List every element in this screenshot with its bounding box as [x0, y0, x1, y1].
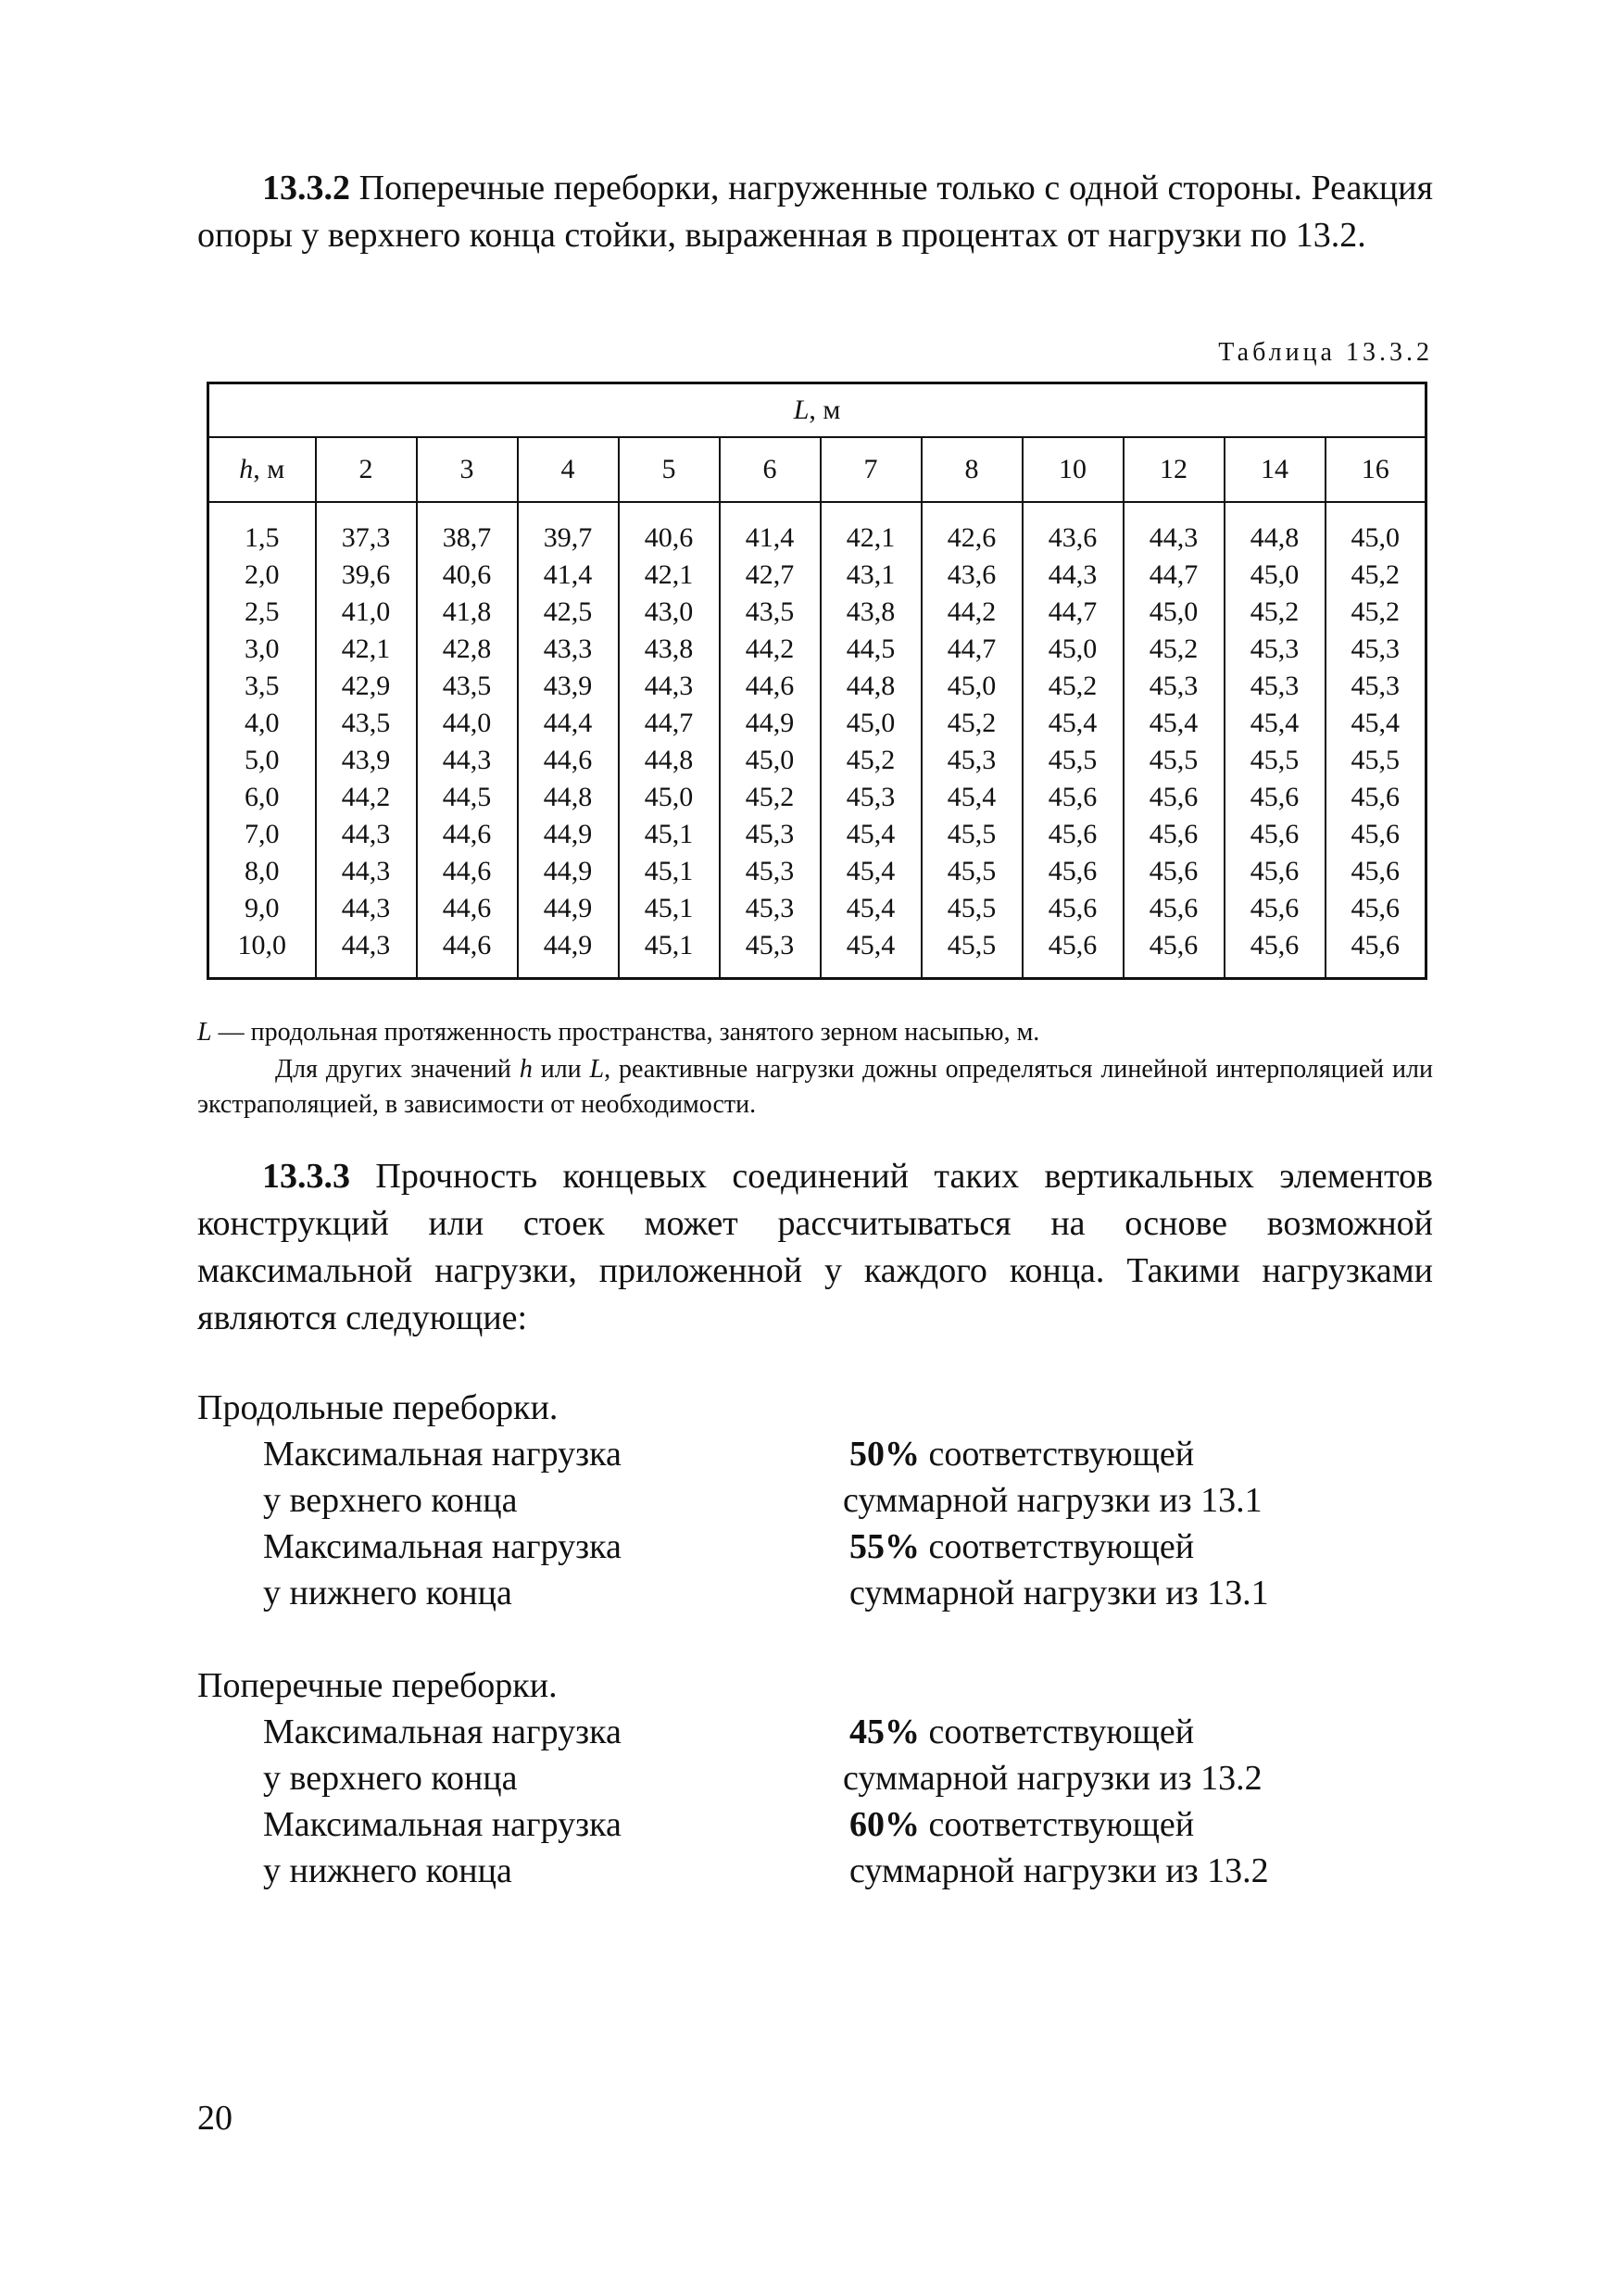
table-cell: 45,6 [1225, 853, 1326, 890]
table-cell: 45,2 [1326, 594, 1426, 631]
table-cell: 44,9 [720, 705, 821, 742]
table-row-label: 6,0 [208, 779, 316, 816]
table-cell: 44,7 [922, 631, 1023, 668]
table-cell: 44,6 [518, 742, 619, 779]
table-cell: 44,8 [1225, 502, 1326, 557]
table-cell: 43,5 [720, 594, 821, 631]
table-row-label: 2,5 [208, 594, 316, 631]
longitudinal-upper-label-2: у верхнего конца [263, 1481, 518, 1520]
table-cell: 41,4 [518, 557, 619, 594]
table-cell: 44,2 [922, 594, 1023, 631]
table-cell: 41,0 [316, 594, 417, 631]
table-cell: 45,0 [1124, 594, 1225, 631]
table-column-header-row [208, 437, 1426, 502]
table-cell: 45,3 [821, 779, 922, 816]
table-cell: 43,0 [619, 594, 720, 631]
table-cell: 45,4 [821, 816, 922, 853]
table-cell: 45,4 [1326, 705, 1426, 742]
table-cell: 45,3 [720, 853, 821, 890]
table-cell: 38,7 [417, 502, 518, 557]
table-cell: 44,9 [518, 816, 619, 853]
table-cell: 45,6 [1225, 779, 1326, 816]
table-row [208, 816, 1426, 853]
table-row [208, 705, 1426, 742]
table-cell: 45,6 [1326, 890, 1426, 927]
table-cell: 44,3 [619, 668, 720, 705]
table-column-header: 16 [1326, 437, 1426, 502]
table-column-header: 3 [417, 437, 518, 502]
table-cell: 39,6 [316, 557, 417, 594]
transverse-upper-value: 45% соответствующей [849, 1713, 1195, 1751]
table-cell: 45,6 [1124, 853, 1225, 890]
table-row-header: h, м [208, 437, 316, 502]
transverse-lower-value: 60% соответствующей [849, 1805, 1195, 1844]
table-cell: 45,3 [1326, 668, 1426, 705]
table-cell: 44,3 [1124, 502, 1225, 557]
table-cell: 45,2 [1023, 668, 1124, 705]
table-cell: 44,8 [821, 668, 922, 705]
table-cell: 45,2 [1225, 594, 1326, 631]
table-cell: 44,6 [417, 927, 518, 979]
section-13-3-3-text: Прочность концевых соединений таких вертикальных элементов конструкций или стоек может рассчитываться на основе возможной максимальной нагрузки, приложенной у каждого конца. Такими нагрузками являются следующие: [197, 1157, 1433, 1337]
table-cell: 39,7 [518, 502, 619, 557]
table-row [208, 594, 1426, 631]
table-cell: 44,4 [518, 705, 619, 742]
table-cell: 45,2 [821, 742, 922, 779]
table-cell: 44,6 [720, 668, 821, 705]
table-group-header-row [208, 383, 1426, 438]
table-cell: 45,2 [922, 705, 1023, 742]
table-cell: 45,5 [922, 853, 1023, 890]
table-cell: 45,4 [821, 853, 922, 890]
table-cell: 45,3 [720, 927, 821, 979]
table-cell: 45,4 [821, 927, 922, 979]
longitudinal-upper-label-1: Максимальная нагрузка [263, 1435, 622, 1474]
section-13-3-2-number: 13.3.2 [262, 169, 350, 207]
table-cell: 45,6 [1023, 816, 1124, 853]
table-cell: 45,1 [619, 853, 720, 890]
table-row-label: 1,5 [208, 502, 316, 557]
table-row [208, 853, 1426, 890]
table-cell: 43,8 [619, 631, 720, 668]
table-cell: 45,5 [1124, 742, 1225, 779]
data-table [207, 382, 1427, 980]
table-cell: 45,0 [720, 742, 821, 779]
table-cell: 45,0 [1023, 631, 1124, 668]
table-cell: 45,6 [1023, 890, 1124, 927]
table-cell: 45,6 [1326, 779, 1426, 816]
table-row [208, 668, 1426, 705]
table-cell: 44,6 [417, 816, 518, 853]
table-cell: 44,3 [1023, 557, 1124, 594]
table-cell: 44,3 [316, 816, 417, 853]
table-note-interpolation: Для других значений h или L, реактивные нагрузки дожны определяться линейной интерполяцией или экстраполяцией, в зависимости от необходимости. [197, 1055, 1433, 1119]
table-cell: 45,6 [1124, 927, 1225, 979]
table-cell: 40,6 [417, 557, 518, 594]
table-caption: Таблица 13.3.2 [1218, 338, 1433, 367]
table-column-header: 5 [619, 437, 720, 502]
table-cell: 45,6 [1023, 779, 1124, 816]
table-cell: 44,9 [518, 927, 619, 979]
section-13-3-2-paragraph [197, 165, 1433, 259]
table-cell: 45,0 [1326, 502, 1426, 557]
table-cell: 42,5 [518, 594, 619, 631]
table-column-header: 4 [518, 437, 619, 502]
longitudinal-lower-source: суммарной нагрузки из 13.1 [849, 1574, 1269, 1612]
transverse-upper-label-2: у верхнего конца [263, 1759, 518, 1798]
table-cell: 44,2 [720, 631, 821, 668]
table-cell: 44,0 [417, 705, 518, 742]
table-cell: 43,6 [922, 557, 1023, 594]
table-cell: 45,3 [1124, 668, 1225, 705]
table-cell: 45,6 [1124, 890, 1225, 927]
table-cell: 45,6 [1023, 853, 1124, 890]
table-cell: 44,3 [316, 927, 417, 979]
transverse-lower-label-2: у нижнего конца [263, 1851, 512, 1890]
longitudinal-lower-label-2: у нижнего конца [263, 1574, 512, 1612]
table-cell: 43,9 [316, 742, 417, 779]
table-cell: 42,1 [619, 557, 720, 594]
table-row [208, 557, 1426, 594]
table-cell: 45,6 [1225, 927, 1326, 979]
section-13-3-3-paragraph [197, 1153, 1433, 1342]
table-cell: 45,2 [1326, 557, 1426, 594]
table-cell: 44,2 [316, 779, 417, 816]
table-cell: 45,2 [1124, 631, 1225, 668]
table-cell: 44,7 [1124, 557, 1225, 594]
table-cell: 44,9 [518, 853, 619, 890]
table-cell: 43,5 [417, 668, 518, 705]
table-cell: 43,9 [518, 668, 619, 705]
table-column-header: 10 [1023, 437, 1124, 502]
table-cell: 44,5 [821, 631, 922, 668]
table-cell: 45,6 [1023, 927, 1124, 979]
table-cell: 44,3 [316, 853, 417, 890]
table-cell: 43,8 [821, 594, 922, 631]
table-cell: 45,6 [1326, 853, 1426, 890]
table-cell: 45,0 [619, 779, 720, 816]
table-cell: 45,4 [1023, 705, 1124, 742]
longitudinal-upper-value: 50% соответствующей [849, 1435, 1195, 1474]
table-group-header: L, м [208, 383, 1426, 438]
table-cell: 44,9 [518, 890, 619, 927]
table-body [208, 502, 1426, 979]
table-cell: 45,0 [1225, 557, 1326, 594]
table-cell: 42,7 [720, 557, 821, 594]
table-cell: 45,4 [1124, 705, 1225, 742]
table-cell: 45,6 [1326, 816, 1426, 853]
table-cell: 44,6 [417, 853, 518, 890]
table-row [208, 631, 1426, 668]
longitudinal-lower-value: 55% соответствующей [849, 1527, 1195, 1566]
table-cell: 45,4 [922, 779, 1023, 816]
table-cell: 45,5 [1225, 742, 1326, 779]
table-cell: 44,8 [518, 779, 619, 816]
table-row [208, 890, 1426, 927]
table-cell: 41,8 [417, 594, 518, 631]
table-cell: 45,4 [821, 890, 922, 927]
table-row [208, 502, 1426, 557]
table-cell: 45,6 [1124, 816, 1225, 853]
table-cell: 45,3 [1326, 631, 1426, 668]
table-cell: 44,7 [619, 705, 720, 742]
table-cell: 41,4 [720, 502, 821, 557]
table-cell: 45,3 [720, 816, 821, 853]
table-cell: 44,8 [619, 742, 720, 779]
table-cell: 43,3 [518, 631, 619, 668]
table-row-label: 8,0 [208, 853, 316, 890]
table-cell: 44,3 [417, 742, 518, 779]
section-13-3-3-number: 13.3.3 [262, 1157, 350, 1196]
table-cell: 45,5 [1326, 742, 1426, 779]
transverse-upper-label-1: Максимальная нагрузка [263, 1713, 622, 1751]
table-column-header: 12 [1124, 437, 1225, 502]
table-row-label: 3,5 [208, 668, 316, 705]
table-row-label: 7,0 [208, 816, 316, 853]
table-row-label: 10,0 [208, 927, 316, 979]
table-row-label: 5,0 [208, 742, 316, 779]
table-column-header: 14 [1225, 437, 1326, 502]
table-row [208, 742, 1426, 779]
table-cell: 44,7 [1023, 594, 1124, 631]
table-cell: 45,0 [922, 668, 1023, 705]
longitudinal-upper-source: суммарной нагрузки из 13.1 [843, 1481, 1263, 1520]
table-cell: 45,4 [1225, 705, 1326, 742]
table-cell: 45,1 [619, 816, 720, 853]
table-cell: 37,3 [316, 502, 417, 557]
page-number: 20 [197, 2099, 232, 2138]
table-cell: 42,1 [821, 502, 922, 557]
table-cell: 42,6 [922, 502, 1023, 557]
table-row-label: 4,0 [208, 705, 316, 742]
table-cell: 42,1 [316, 631, 417, 668]
longitudinal-bulkheads-title: Продольные переборки. [197, 1388, 559, 1427]
transverse-lower-source: суммарной нагрузки из 13.2 [849, 1851, 1269, 1890]
table-cell: 45,3 [1225, 668, 1326, 705]
table-cell: 43,5 [316, 705, 417, 742]
table-row [208, 927, 1426, 979]
table-cell: 45,6 [1225, 816, 1326, 853]
table-column-header: 2 [316, 437, 417, 502]
table-column-header: 6 [720, 437, 821, 502]
table-cell: 45,6 [1124, 779, 1225, 816]
table-row-label: 3,0 [208, 631, 316, 668]
table-cell: 44,3 [316, 890, 417, 927]
table-cell: 45,0 [821, 705, 922, 742]
longitudinal-lower-label-1: Максимальная нагрузка [263, 1527, 622, 1566]
section-13-3-2-text: Поперечные переборки, нагруженные только с одной стороны. Реакция опоры у верхнего конца стойки, выраженная в процентах от нагрузки по 13.2. [197, 169, 1433, 255]
table-cell: 42,9 [316, 668, 417, 705]
table-row-label: 9,0 [208, 890, 316, 927]
table-cell: 42,8 [417, 631, 518, 668]
table-cell: 43,6 [1023, 502, 1124, 557]
table-cell: 44,6 [417, 890, 518, 927]
table-cell: 45,5 [1023, 742, 1124, 779]
table-cell: 45,3 [1225, 631, 1326, 668]
table-row [208, 779, 1426, 816]
transverse-lower-label-1: Максимальная нагрузка [263, 1805, 622, 1844]
table-cell: 45,1 [619, 927, 720, 979]
table-cell: 45,6 [1326, 927, 1426, 979]
table-cell: 45,3 [720, 890, 821, 927]
table-cell: 45,5 [922, 927, 1023, 979]
table-cell: 45,6 [1225, 890, 1326, 927]
table-cell: 44,5 [417, 779, 518, 816]
transverse-bulkheads-title: Поперечные переборки. [197, 1666, 558, 1705]
table-cell: 43,1 [821, 557, 922, 594]
table-cell: 45,1 [619, 890, 720, 927]
table-row-label: 2,0 [208, 557, 316, 594]
table-cell: 45,5 [922, 816, 1023, 853]
table-cell: 45,5 [922, 890, 1023, 927]
table-note-definition: L — продольная протяженность пространства, занятого зерном насыпью, м. [197, 1018, 1040, 1047]
table-cell: 45,2 [720, 779, 821, 816]
table-column-header: 7 [821, 437, 922, 502]
table-column-header: 8 [922, 437, 1023, 502]
table-cell: 45,3 [922, 742, 1023, 779]
table-cell: 40,6 [619, 502, 720, 557]
transverse-upper-source: суммарной нагрузки из 13.2 [843, 1759, 1263, 1798]
